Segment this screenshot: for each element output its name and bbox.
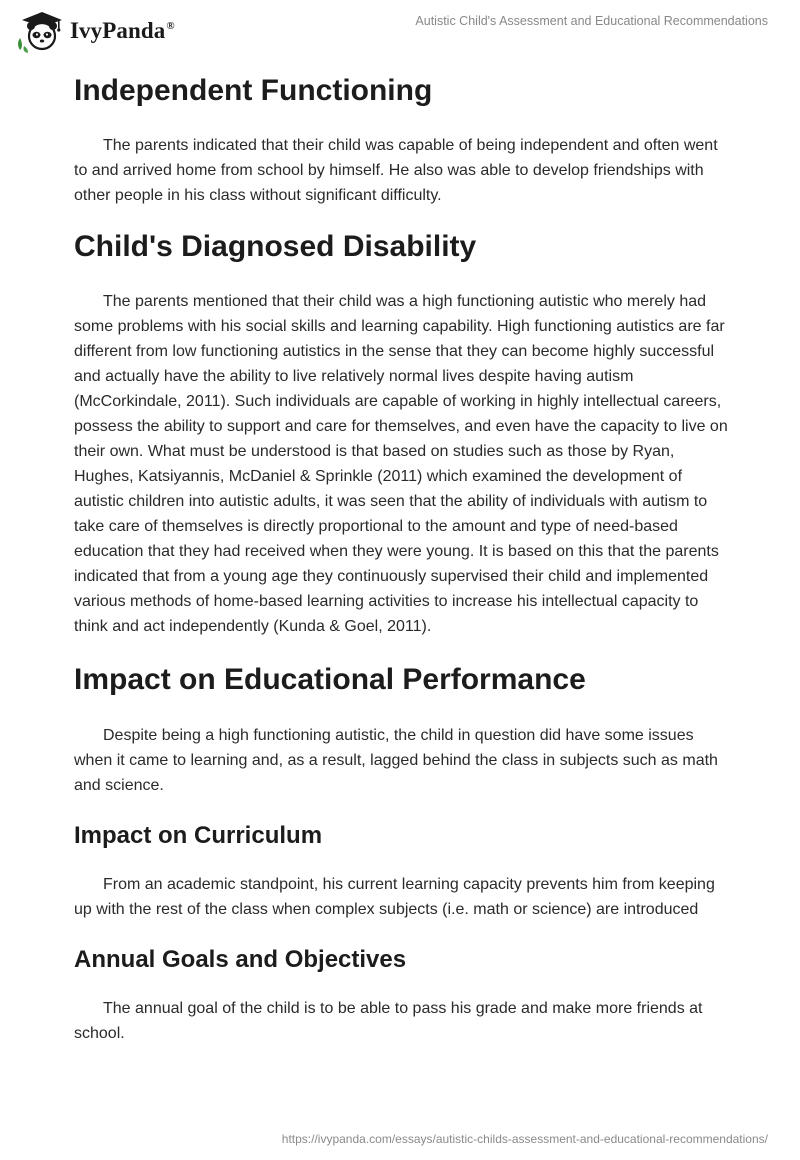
section-educational-performance	[74, 659, 734, 798]
section-annual-goals	[74, 943, 734, 1046]
section-heading: Annual Goals and Objectives	[74, 946, 407, 973]
section-paragraph: The parents indicated that their child was capable of being independent and often went to and arrived home from school by himself. He also was able to develop friendships with other people in his class without significant difficulty.	[74, 137, 718, 204]
section-paragraph: Despite being a high functioning autistic, the child in question did have some issues when it came to learning and, as a result, lagged behind the class in subjects such as math and science.	[74, 727, 718, 794]
ivypanda-logo[interactable]	[14, 8, 175, 54]
document-title: Autistic Child's Assessment and Educational Recommendations	[415, 14, 768, 28]
page-header	[0, 0, 800, 62]
section-paragraph: From an academic standpoint, his current learning capacity prevents him from keeping up with the rest of the class when complex subjects (i.e. math or science) are introduced	[74, 876, 715, 918]
section-heading: Independent Functioning	[74, 74, 433, 107]
section-independent-functioning	[74, 70, 734, 208]
brand-name: IvyPanda®	[70, 18, 175, 43]
section-diagnosed-disability	[74, 226, 734, 639]
source-url[interactable]: https://ivypanda.com/essays/autistic-childs-assessment-and-educational-recommendations/	[281, 1132, 768, 1146]
section-heading: Impact on Curriculum	[74, 822, 323, 849]
section-heading: Child's Diagnosed Disability	[74, 230, 477, 263]
section-paragraph: The parents mentioned that their child was a high functioning autistic who merely had some problems with his social skills and learning capability. High functioning autistics are far different from low functioning autistics in the sense that they can become highly successful and actually have the ability to live relatively normal lives despite having autism (McCorkindale, 2011). Such individuals are capable of working in highly intellectual careers, possess the ability to support and care for themselves, and even have the capacity to live on their own. What must be understood is that based on studies such as those by Ryan, Hughes, Katsiyannis, McDaniel & Sprinkle (2011) which examined the development of autistic children into autistic adults, it was seen that the ability of individuals with autism to take care of themselves is directly proportional to the amount and type of need-based education that they had received when they were young. It is based on this that the parents indicated that from a young age they continuously supervised their child and implemented various methods of home-based learning activities to increase his intellectual capacity to think and act independently (Kunda & Goel, 2011).	[74, 293, 728, 635]
section-heading: Impact on Educational Performance	[74, 663, 586, 696]
panda-graduation-icon	[14, 8, 64, 54]
registered-mark: ®	[166, 20, 175, 33]
article-body	[74, 70, 734, 1046]
section-paragraph: The annual goal of the child is to be able to pass his grade and make more friends at school.	[74, 1000, 703, 1042]
section-impact-curriculum	[74, 819, 734, 922]
